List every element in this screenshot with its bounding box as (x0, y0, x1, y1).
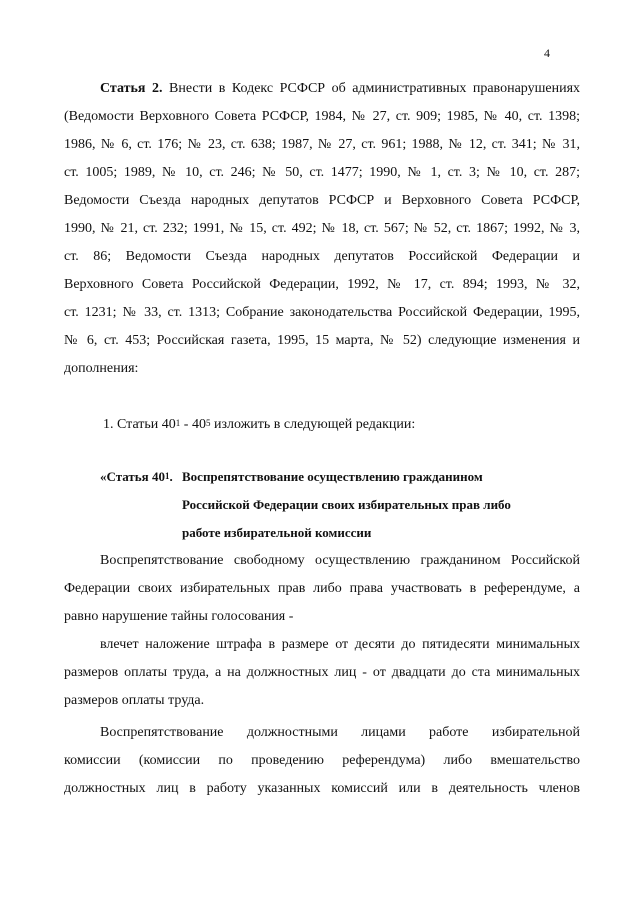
page-number: 4 (544, 46, 550, 60)
article-2-last-line: дополнения: (64, 361, 139, 376)
paragraph-1-line: равно нарушение тайны голосования - (64, 609, 294, 624)
item-1-text-c: изложить в следующей редакции: (210, 417, 416, 432)
paragraph-3-line: Воспрепятствование должностными лицами работе избирательной (100, 725, 580, 740)
article-2-line: ст. 1005; 1989, № 10, ст. 246; № 50, ст. 1477; 1990, № 1, ст. 3; № 10, ст. 287; (64, 165, 580, 180)
article-2-line: ст. 1231; № 33, ст. 1313; Собрание законодательства Российской Федерации, 1995, (64, 305, 580, 320)
article-2-first-line (100, 80, 580, 98)
paragraph-1-line: Воспрепятствование свободному осуществлению гражданином Российской (100, 553, 580, 568)
item-1-text-a: 1. Статьи 40 (103, 417, 176, 432)
article-2-heading: Статья 2. (100, 81, 163, 96)
article-40-1-label (100, 468, 173, 486)
article-40-1-lead-a: «Статья 40 (100, 469, 165, 484)
article-2-line: 1990, № 21, ст. 232; 1991, № 15, ст. 492; № 18, ст. 567; № 52, ст. 1867; 1992, № 3, (64, 221, 580, 236)
paragraph-3-line: комиссии (комиссии по проведению референдума) либо вмешательство (64, 753, 580, 768)
article-40-1-title-line-3: работе избирательной комиссии (182, 525, 372, 540)
paragraph-2-line: влечет наложение штрафа в размере от десяти до пятидесяти минимальных (100, 637, 580, 652)
article-2-line: № 6, ст. 453; Российская газета, 1995, 15 марта, № 52) следующие изменения и (64, 333, 580, 348)
article-2-line: Ведомости Съезда народных депутатов РСФСР и Верховного Совета РСФСР, (64, 193, 580, 208)
article-2-line: 1986, № 6, ст. 176; № 23, ст. 638; 1987, № 27, ст. 961; 1988, № 12, ст. 341; № 31, (64, 137, 580, 152)
paragraph-2-line: размеров оплаты труда, а на должностных лиц - от двадцати до ста минимальных (64, 665, 580, 680)
article-40-1-lead-sup: 1 (164, 471, 170, 481)
article-40-1-title-line-2: Российской Федерации своих избирательных прав либо (182, 497, 511, 512)
item-1-line (103, 416, 619, 434)
article-2-first-line-text: Внести в Кодекс РСФСР об административных правонарушениях (169, 81, 581, 96)
item-1-sup-b: 5 (205, 418, 211, 428)
article-2-line: Верховного Совета Российской Федерации, 1992, № 17, ст. 894; 1993, № 32, (64, 277, 580, 292)
item-1-text-b: - 40 (180, 417, 206, 432)
paragraph-1-line: Федерации своих избирательных прав либо права участвовать в референдуме, а (64, 581, 580, 596)
article-2-line: (Ведомости Верховного Совета РСФСР, 1984, № 27, ст. 909; 1985, № 40, ст. 1398; (64, 109, 580, 124)
paragraph-2-line: размеров оплаты труда. (64, 693, 205, 708)
article-2-line: ст. 86; Ведомости Съезда народных депутатов Российской Федерации и (64, 249, 580, 264)
article-40-1-title-line-1: Воспрепятствование осуществлению гражданином (182, 469, 483, 484)
article-40-1-lead-b: . (169, 469, 173, 484)
item-1-sup-a: 1 (175, 418, 181, 428)
paragraph-3-line: должностных лиц в работу указанных комиссий или в деятельность членов (64, 781, 580, 796)
